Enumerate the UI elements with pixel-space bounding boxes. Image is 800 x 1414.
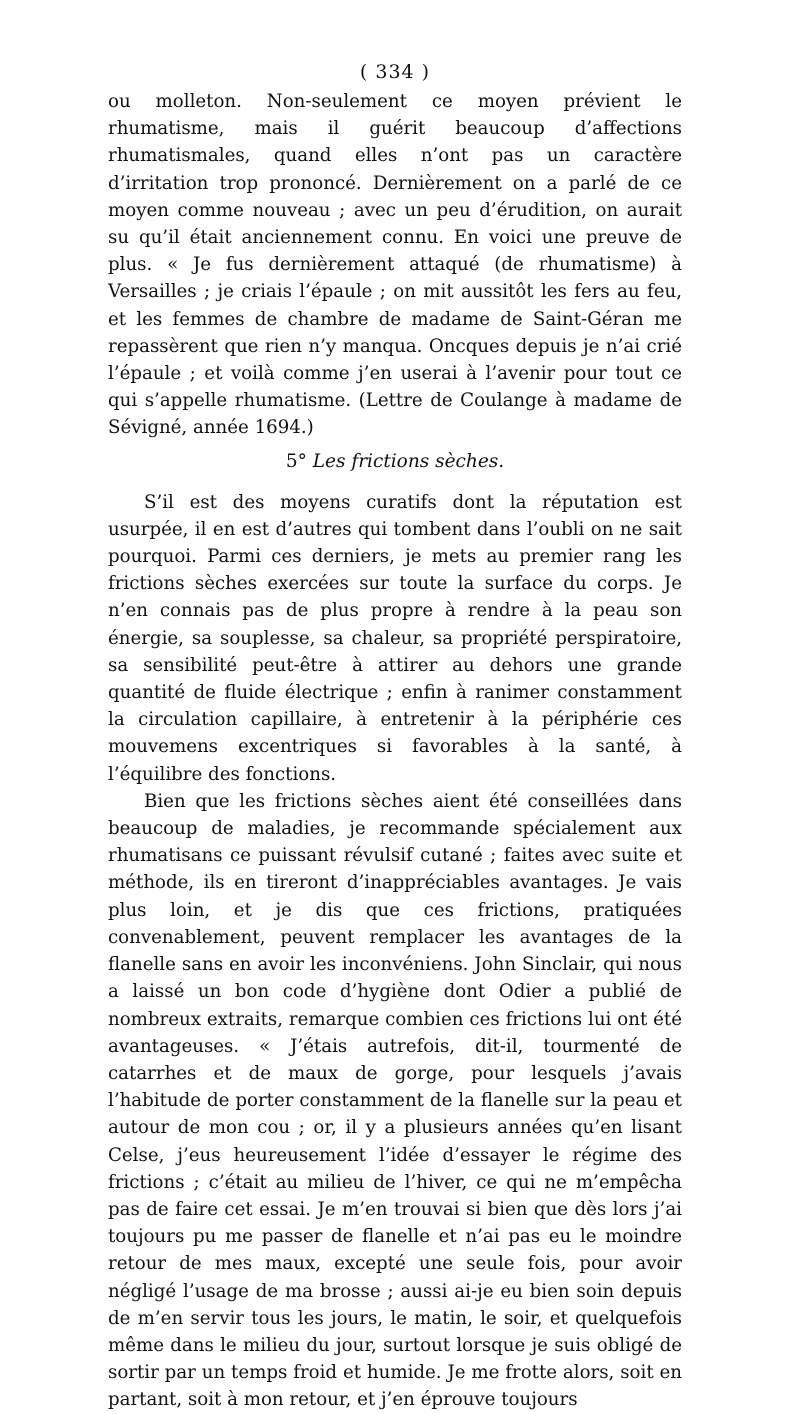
book-page: [108, 58, 682, 1414]
section-heading: [108, 448, 682, 475]
page-number: ( 334 ): [359, 61, 431, 83]
paragraph: Bien que les frictions sèches aient été conseillées dans beaucoup de maladies, je recommande spécialement aux rhumatisans ce puissant révulsif cutané ; faites avec suite et méthode, ils en tireront d’inappréciables avantages. Je vais plus loin, et je dis que ces frictions, pratiquées convenablement, peuvent remplacer les avantages de la flanelle sans en avoir les inconvéniens. John Sinclair, qui nous a laissé un bon code d’hygiène dont Odier a publié de nombreux extraits, remarque combien ces frictions lui ont été avantageuses. « J’étais autrefois, dit-il, tourmenté de catarrhes et de maux de gorge, pour lesquels j’avais l’habitude de porter constamment de la flanelle sur la peau et autour de mon cou ; or, il y a plusieurs années qu’en lisant Celse, j’eus heureusement l’idée d’essayer le régime des frictions ; c’était au milieu de l’hiver, ce qui ne m’empêcha pas de faire cet essai. Je m’en trouvai si bien que dès lors j’ai toujours pu me passer de flanelle et n’ai pas eu le moindre retour de mes maux, excepté une seule fois, pour avoir négligé l’usage de ma brosse ; aussi ai-je eu bien soin depuis de m’en servir tous les jours, le matin, le soir, et quelquefois même dans le milieu du jour, surtout lorsque je suis obligé de sortir par un temps froid et humide. Je me frotte alors, soit en partant, soit à mon retour, et j’en éprouve toujours: [108, 790, 682, 1411]
section-title: Les frictions sèches.: [312, 450, 505, 472]
paragraph-continuation: ou molleton. Non-seulement ce moyen prévient le rhumatisme, mais il guérit beaucoup d’affections rhumatismales, quand elles n’ont pas un caractère d’irritation trop prononcé. Dernièrement on a parlé de ce moyen comme nouveau ; avec un peu d’érudition, on aurait su qu’il était anciennement connu. En voici une preuve de plus. « Je fus dernièrement attaqué (de rhumatisme) à Versailles ; je criais l’épaule ; on mit aussitôt les fers au feu, et les femmes de chambre de madame de Saint-Géran me repassèrent que rien n’y manqua. Oncques depuis je n’ai crié l’épaule ; et voilà comme j’en userai à l’avenir pour tout ce qui s’appelle rhumatisme. (Lettre de Coulange à madame de Sévigné, année 1694.): [108, 91, 682, 439]
section-number: 5°: [285, 450, 307, 472]
paragraph: S’il est des moyens curatifs dont la réputation est usurpée, il en est d’autres qui tombent dans l’oubli on ne sait pourquoi. Parmi ces derniers, je mets au premier rang les frictions sèches exercées sur toute la surface du corps. Je n’en connais pas de plus propre à rendre à la peau son énergie, sa souplesse, sa chaleur, sa propriété perspiratoire, sa sensibilité peut-être à attirer au dehors une grande quantité de fluide électrique ; enfin à ranimer constamment la circulation capillaire, à entretenir à la périphérie ces mouvemens excentriques si favorables à la santé, à l’équilibre des fonctions.: [108, 491, 682, 785]
